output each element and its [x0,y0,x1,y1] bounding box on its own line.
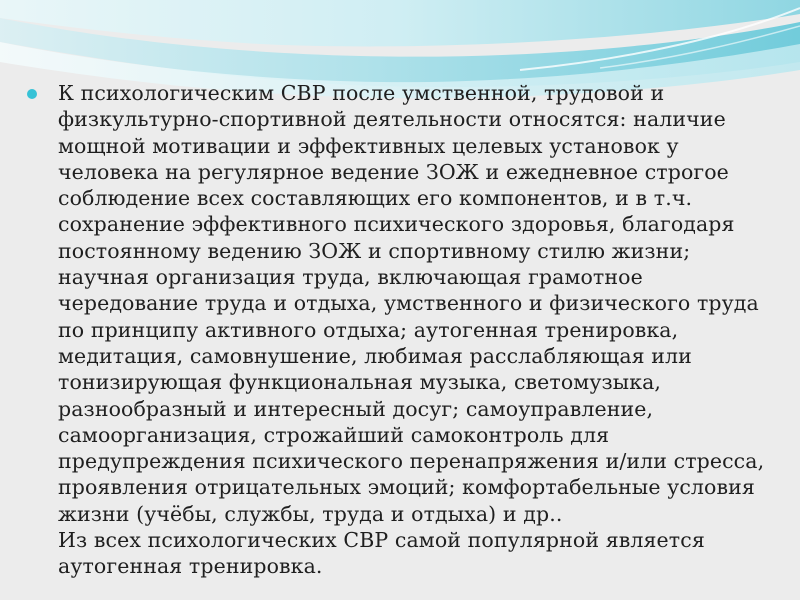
bullet-dot-icon [27,89,37,99]
bullet-list-item [24,80,784,580]
paragraph-2: Из всех психологических СВР самой популярной является аутогенная тренировка. [58,528,705,579]
paragraph-1: К психологическим СВР после умственной, трудовой и физкультурно-спортивной деятельности относятся: наличие мощной мотивации и эффективных целевых установок у человека на регулярное ведение ЗОЖ и ежедневное строгое соблюдение всех составляющих его компонентов, и в т.ч. сохранение эффективного психического здоровья, благодаря постоянному ведению ЗОЖ и спортивному стилю жизни; научная организация труда, включающая грамотное чередование труда и отдыха, умственного и физического труда по принципу активного отдыха; аутогенная тренировка, медитация, самовнушение, любимая расслабляющая или тонизирующая функциональная музыка, светомузыка, разнообразный и интересный досуг; самоуправление, самоорганизация, строжайший самоконтроль для предупреждения психического перенапряжения и/или стресса, проявления отрицательных эмоций; комфортабельные условия жизни (учёбы, службы, труда и отдыха) и др.. [58,81,765,526]
slide-body [24,80,784,580]
